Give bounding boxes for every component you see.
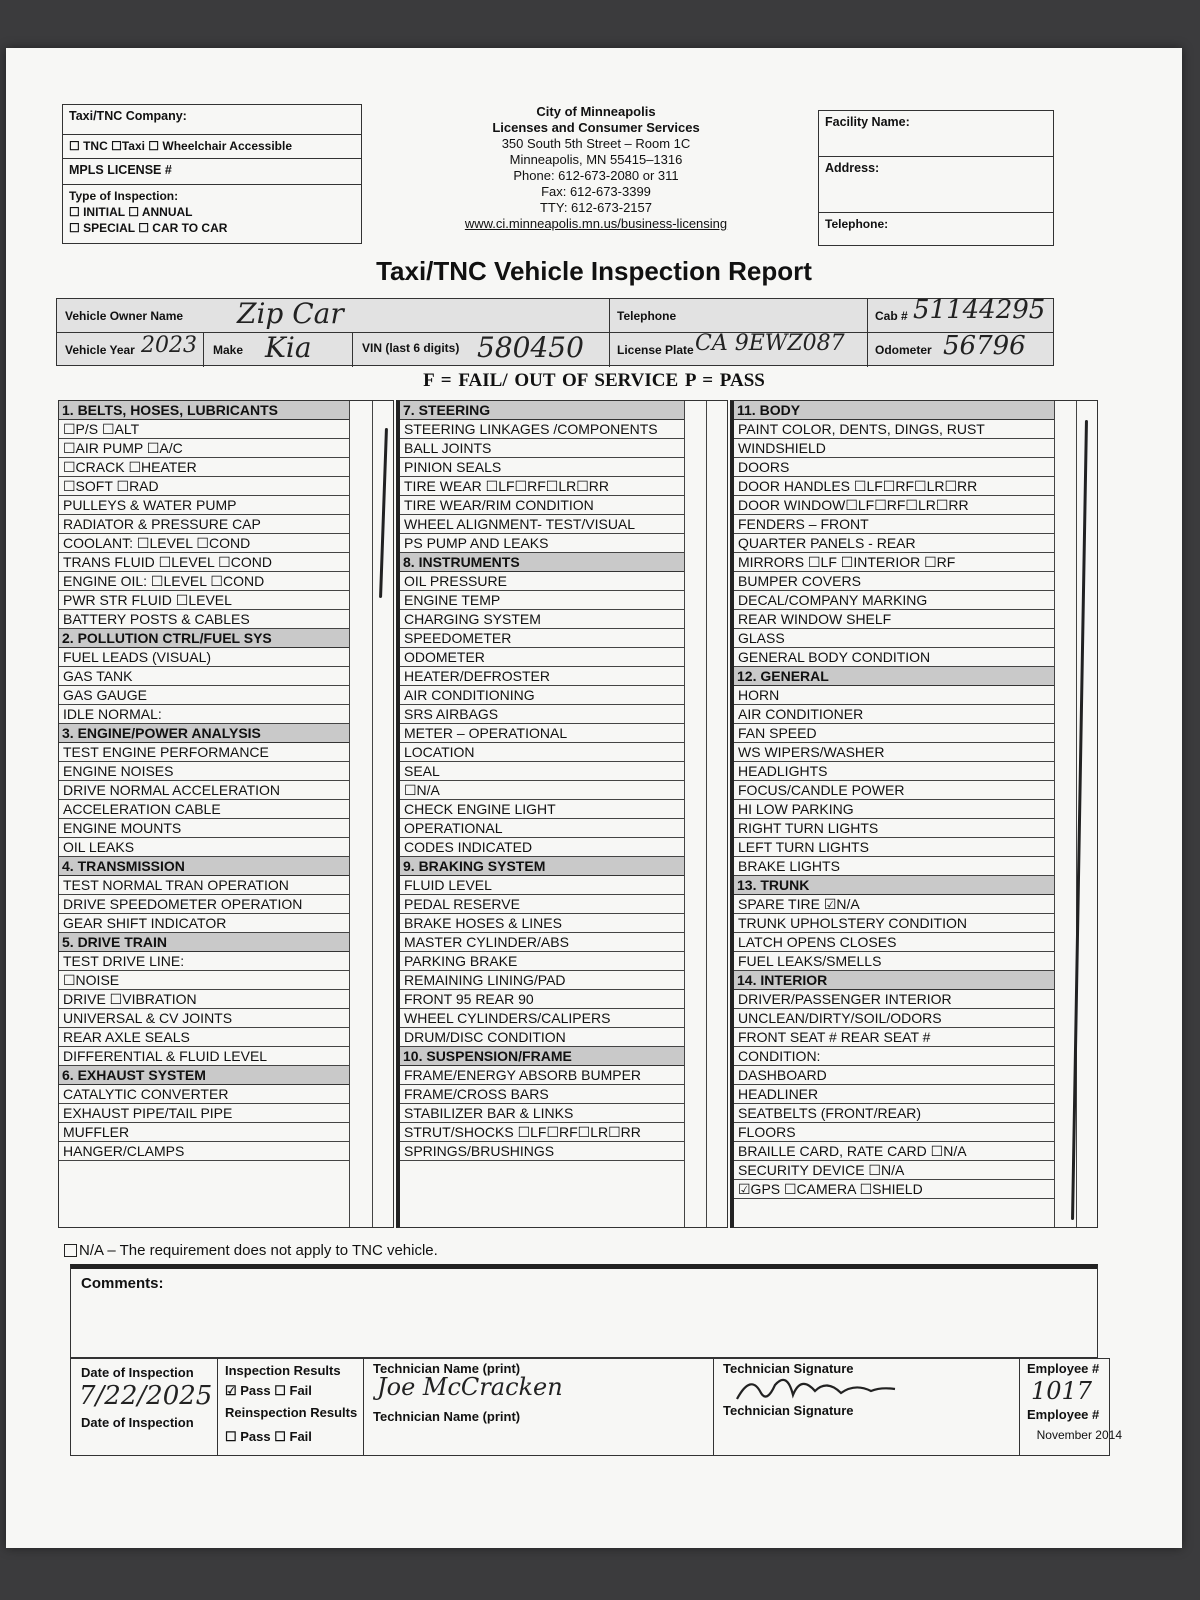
checklist-item[interactable]: FRONT 95 REAR 90 [400,990,684,1009]
cab-value[interactable]: 51144295 [913,295,1046,325]
checklist-item[interactable]: DASHBOARD [734,1066,1054,1085]
checklist-item[interactable]: FRONT SEAT # REAR SEAT # [734,1028,1054,1047]
section-heading-label: 5. DRIVE TRAIN [62,934,168,950]
checklist-item[interactable]: ACCELERATION CABLE [59,800,349,819]
city-dept: Licenses and Consumer Services [492,120,700,135]
checklist-item[interactable]: SEAL [400,762,684,781]
city-website-link[interactable]: www.ci.minneapolis.mn.us/business-licensing [464,216,728,231]
checklist-item[interactable]: LOCATION [400,743,684,762]
section-heading [734,971,1054,990]
section-heading-label: 8. INSTRUMENTS [403,554,520,570]
checklist-item[interactable]: ENGINE MOUNTS [59,819,349,838]
signature-table [70,1358,1110,1456]
company-box [62,104,362,244]
checklist-item[interactable]: HI LOW PARKING [734,800,1054,819]
make-label: Make [213,343,244,357]
checklist-item[interactable]: METER – OPERATIONAL [400,724,684,743]
checklist-item[interactable]: CATALYTIC CONVERTER [59,1085,349,1104]
checklist-item[interactable]: BRAKE LIGHTS [734,857,1054,876]
checklist-item[interactable]: OIL LEAKS [59,838,349,857]
checklist-item[interactable]: WINDSHIELD [734,439,1054,458]
checklist-item[interactable]: ENGINE NOISES [59,762,349,781]
checklist-item[interactable]: FUEL LEAKS/SMELLS [734,952,1054,971]
tech-sig-label-bottom: Technician Signature [723,1403,854,1418]
checklist-item[interactable]: PEDAL RESERVE [400,895,684,914]
checklist-item[interactable]: UNIVERSAL & CV JOINTS [59,1009,349,1028]
checklist-item[interactable]: ☐NOISE [59,971,349,990]
column-3-items [734,401,1054,1199]
checklist-item[interactable]: REMAINING LINING/PAD [400,971,684,990]
comments-box [70,1264,1098,1358]
checklist-item[interactable]: DRIVE SPEEDOMETER OPERATION [59,895,349,914]
checklist-item[interactable]: ☐P/S ☐ALT [59,420,349,439]
checklist-item[interactable]: LATCH OPENS CLOSES [734,933,1054,952]
employee-value[interactable]: 1017 [1031,1377,1093,1405]
tech-name-value[interactable]: Joe McCracken [377,1373,563,1401]
checklist-item[interactable]: CHECK ENGINE LIGHT [400,800,684,819]
checklist-item[interactable]: EXHAUST PIPE/TAIL PIPE [59,1104,349,1123]
checklist-item[interactable]: TRANS FLUID ☐LEVEL ☐COND [59,553,349,572]
section-heading [734,876,1054,895]
na-checkbox[interactable] [64,1244,77,1257]
owner-label: Vehicle Owner Name [65,309,184,323]
checklist-item[interactable]: ☑GPS ☐CAMERA ☐SHIELD [734,1180,1054,1199]
inspection-type-options-1[interactable]: ☐ INITIAL ☐ ANNUAL [69,205,193,219]
checklist-item[interactable]: RIGHT TURN LIGHTS [734,819,1054,838]
checklist-item[interactable]: DRUM/DISC CONDITION [400,1028,684,1047]
section-heading-label: 3. ENGINE/POWER ANALYSIS [62,725,261,741]
checklist-item[interactable]: TEST ENGINE PERFORMANCE [59,743,349,762]
column-1-items [59,401,349,1161]
checklist-item[interactable]: AIR CONDITIONING [400,686,684,705]
results-pass-fail[interactable]: ☑ Pass ☐ Fail [225,1383,312,1398]
section-heading [400,401,684,420]
column-3 [730,400,1098,1228]
city-tty: TTY: 612-673-2157 [539,200,653,215]
checklist-item[interactable]: WHEEL CYLINDERS/CALIPERS [400,1009,684,1028]
checklist-item[interactable]: SPARE TIRE ☑N/A [734,895,1054,914]
checklist-item[interactable]: PS PUMP AND LEAKS [400,534,684,553]
city-city-line: Minneapolis, MN 55415–1316 [509,152,683,167]
section-heading [734,667,1054,686]
report-title: Taxi/TNC Vehicle Inspection Report [376,256,812,286]
checklist-item[interactable]: FAN SPEED [734,724,1054,743]
checklist-item[interactable]: MUFFLER [59,1123,349,1142]
company-types[interactable]: ☐ TNC ☐Taxi ☐ Wheelchair Accessible [63,135,361,159]
checklist-item[interactable]: PAINT COLOR, DENTS, DINGS, RUST [734,420,1054,439]
checklist-item[interactable]: SEATBELTS (FRONT/REAR) [734,1104,1054,1123]
checklist-item[interactable]: LEFT TURN LIGHTS [734,838,1054,857]
column-2 [396,400,728,1228]
checklist-item[interactable]: COOLANT: ☐LEVEL ☐COND [59,534,349,553]
checklist-item[interactable]: SRS AIRBAGS [400,705,684,724]
checklist-item[interactable]: REAR AXLE SEALS [59,1028,349,1047]
checklist-item[interactable]: ☐CRACK ☐HEATER [59,458,349,477]
results-label: Inspection Results [225,1363,341,1378]
vin-label: VIN (last 6 digits) [362,341,460,355]
facility-telephone-field[interactable]: Telephone: [825,217,889,231]
telephone-label: Telephone [617,309,677,323]
checklist-item[interactable]: PINION SEALS [400,458,684,477]
checklist-item[interactable]: ☐N/A [400,781,684,800]
vehicle-info-box [56,295,1054,366]
checklist-item[interactable]: FRAME/ENERGY ABSORB BUMPER [400,1066,684,1085]
checklist-item[interactable]: FENDERS – FRONT [734,515,1054,534]
city-name: City of Minneapolis [536,104,656,119]
checklist-item[interactable]: ENGINE TEMP [400,591,684,610]
checklist-item[interactable]: GAS TANK [59,667,349,686]
checklist-item[interactable]: GAS GAUGE [59,686,349,705]
checklist-item[interactable]: MIRRORS ☐LF ☐INTERIOR ☐RF [734,553,1054,572]
checklist-item[interactable]: DECAL/COMPANY MARKING [734,591,1054,610]
reinspection-pass-fail[interactable]: ☐ Pass ☐ Fail [225,1429,312,1444]
section-heading-label: 9. BRAKING SYSTEM [403,858,546,874]
checklist-item[interactable]: BRAKE HOSES & LINES [400,914,684,933]
checklist-item[interactable]: ENGINE OIL: ☐LEVEL ☐COND [59,572,349,591]
checklist-item[interactable]: BATTERY POSTS & CABLES [59,610,349,629]
checklist-item[interactable]: STRUT/SHOCKS ☐LF☐RF☐LR☐RR [400,1123,684,1142]
p-column [372,401,373,1227]
date-value[interactable]: 7/22/2025 [79,1381,213,1411]
f-column [684,401,685,1227]
f-column [1054,401,1055,1227]
tech-name-label: Technician Name (print) [373,1361,521,1376]
p-column [1076,401,1077,1227]
section-heading-label: 4. TRANSMISSION [62,858,185,874]
na-note [64,1242,438,1259]
section-heading [59,933,349,952]
vin-value[interactable]: 580450 [477,331,584,364]
checklist-item[interactable]: TEST NORMAL TRAN OPERATION [59,876,349,895]
form-revision-date: November 2014 [1036,1428,1122,1442]
section-heading [59,724,349,743]
checklist-item[interactable]: ☐SOFT ☐RAD [59,477,349,496]
odometer-value[interactable]: 56796 [943,331,1026,361]
checklist-item[interactable]: STEERING LINKAGES /COMPONENTS [400,420,684,439]
facility-address-field[interactable]: Address: [819,157,1053,213]
checklist-item[interactable]: TRUNK UPHOLSTERY CONDITION [734,914,1054,933]
checklist-item[interactable]: BUMPER COVERS [734,572,1054,591]
checklist-item[interactable]: IDLE NORMAL: [59,705,349,724]
section-heading [59,629,349,648]
checklist-item[interactable]: CONDITION: [734,1047,1054,1066]
checklist-item[interactable]: DOORS [734,458,1054,477]
company-label: Taxi/TNC Company: [63,105,361,135]
section-heading-label: 1. BELTS, HOSES, LUBRICANTS [62,402,278,418]
license-number[interactable]: MPLS LICENSE # [63,159,361,185]
section-heading [400,553,684,572]
checklist-item[interactable]: SPRINGS/BRUSHINGS [400,1142,684,1161]
city-header [446,104,746,232]
checklist-item[interactable]: FLUID LEVEL [400,876,684,895]
cab-label: Cab # [875,309,908,323]
odometer-label: Odometer [875,343,932,357]
plate-value[interactable]: CA 9EWZ087 [695,331,845,356]
checklist-item[interactable]: FUEL LEADS (VISUAL) [59,648,349,667]
section-heading [400,1047,684,1066]
checklist-item[interactable]: REAR WINDOW SHELF [734,610,1054,629]
checklist-item[interactable]: DIFFERENTIAL & FLUID LEVEL [59,1047,349,1066]
section-heading [400,857,684,876]
section-heading-label: 6. EXHAUST SYSTEM [62,1067,206,1083]
section-heading-label: 7. STEERING [403,402,491,418]
comments-label: Comments: [81,1275,164,1292]
checklist-item[interactable]: FOCUS/CANDLE POWER [734,781,1054,800]
checklist-item[interactable]: PARKING BRAKE [400,952,684,971]
section-heading [734,401,1054,420]
reinspection-label: Reinspection Results [225,1405,358,1420]
checklist-item[interactable]: MASTER CYLINDER/ABS [400,933,684,952]
column-1 [58,400,394,1228]
date-label: Date of Inspection [81,1365,194,1380]
checklist-item[interactable]: ODOMETER [400,648,684,667]
checklist-item[interactable]: WHEEL ALIGNMENT- TEST/VISUAL [400,515,684,534]
checklist-item[interactable]: HEADLINER [734,1085,1054,1104]
inspection-form [6,48,1182,1548]
section-heading [59,1066,349,1085]
checklist-item[interactable]: STABILIZER BAR & LINKS [400,1104,684,1123]
inspection-type-options-2[interactable]: ☐ SPECIAL ☐ CAR TO CAR [69,221,228,235]
checklist-item[interactable]: DRIVE ☐VIBRATION [59,990,349,1009]
checklist-item[interactable]: TIRE WEAR ☐LF☐RF☐LR☐RR [400,477,684,496]
section-heading-label: 2. POLLUTION CTRL/FUEL SYS [62,630,272,646]
checklist-item[interactable]: PULLEYS & WATER PUMP [59,496,349,515]
checklist-item[interactable]: TEST DRIVE LINE: [59,952,349,971]
checklist-item[interactable]: DOOR HANDLES ☐LF☐RF☐LR☐RR [734,477,1054,496]
section-heading-label: 14. INTERIOR [737,972,828,988]
checklist-item[interactable]: GLASS [734,629,1054,648]
checklist-item[interactable]: HORN [734,686,1054,705]
make-value[interactable]: Kia [265,331,312,364]
checklist-item[interactable]: PWR STR FLUID ☐LEVEL [59,591,349,610]
checklist-item[interactable]: DRIVE NORMAL ACCELERATION [59,781,349,800]
employee-label-bottom: Employee # [1027,1407,1100,1422]
na-note-text: N/A – The requirement does not apply to TNC vehicle. [79,1242,438,1259]
checklist-item[interactable]: HANGER/CLAMPS [59,1142,349,1161]
tech-name-label-bottom: Technician Name (print) [373,1409,521,1424]
tech-sig-label: Technician Signature [723,1361,854,1376]
checklist-item[interactable]: DRIVER/PASSENGER INTERIOR [734,990,1054,1009]
city-fax: Fax: 612-673-3399 [541,184,651,199]
checklist-item[interactable]: WS WIPERS/WASHER [734,743,1054,762]
city-street: 350 South 5th Street – Room 1C [501,136,691,151]
column-2-items [400,401,684,1161]
date-label-bottom: Date of Inspection [81,1415,194,1430]
facility-name-field[interactable]: Facility Name: [819,111,1053,157]
checklist-item[interactable]: SECURITY DEVICE ☐N/A [734,1161,1054,1180]
checklist-item[interactable]: OPERATIONAL [400,819,684,838]
section-heading-label: 11. BODY [737,402,801,418]
checklist-item[interactable]: OIL PRESSURE [400,572,684,591]
inspection-type-label: Type of Inspection: [69,189,179,203]
checklist-item[interactable]: BALL JOINTS [400,439,684,458]
year-value[interactable]: 2023 [141,333,197,358]
section-heading-label: 12. GENERAL [737,668,829,684]
checklist-item[interactable]: CHARGING SYSTEM [400,610,684,629]
employee-label: Employee # [1027,1361,1100,1376]
p-column [706,401,707,1227]
section-heading [59,401,349,420]
facility-box [818,110,1054,246]
section-heading-label: 13. TRUNK [737,877,810,893]
checklist-item[interactable]: GENERAL BODY CONDITION [734,648,1054,667]
checklist-item[interactable]: CODES INDICATED [400,838,684,857]
checklist-item[interactable]: TIRE WEAR/RIM CONDITION [400,496,684,515]
f-column [349,401,350,1227]
city-phone: Phone: 612-673-2080 or 311 [513,168,679,183]
checklist-item[interactable]: GEAR SHIFT INDICATOR [59,914,349,933]
checklist-item[interactable]: QUARTER PANELS - REAR [734,534,1054,553]
checklist-item[interactable]: FRAME/CROSS BARS [400,1085,684,1104]
section-heading [59,857,349,876]
checklist-item[interactable]: ☐AIR PUMP ☐A/C [59,439,349,458]
plate-label: License Plate [617,343,694,357]
checklist-item[interactable]: SPEEDOMETER [400,629,684,648]
checklist-item[interactable]: AIR CONDITIONER [734,705,1054,724]
year-label: Vehicle Year [65,343,135,357]
checklist-item[interactable]: DOOR WINDOW☐LF☐RF☐LR☐RR [734,496,1054,515]
fail-pass-legend: F = FAIL/ OUT OF SERVICE P = PASS [423,370,765,391]
checklist-item[interactable]: FLOORS [734,1123,1054,1142]
owner-value[interactable]: Zip Car [237,297,344,330]
checklist-item[interactable]: RADIATOR & PRESSURE CAP [59,515,349,534]
checklist-item[interactable]: HEATER/DEFROSTER [400,667,684,686]
checklist-item[interactable]: BRAILLE CARD, RATE CARD ☐N/A [734,1142,1054,1161]
checklist-item[interactable]: HEADLIGHTS [734,762,1054,781]
section-heading-label: 10. SUSPENSION/FRAME [403,1048,572,1064]
checklist-item[interactable]: UNCLEAN/DIRTY/SOIL/ODORS [734,1009,1054,1028]
